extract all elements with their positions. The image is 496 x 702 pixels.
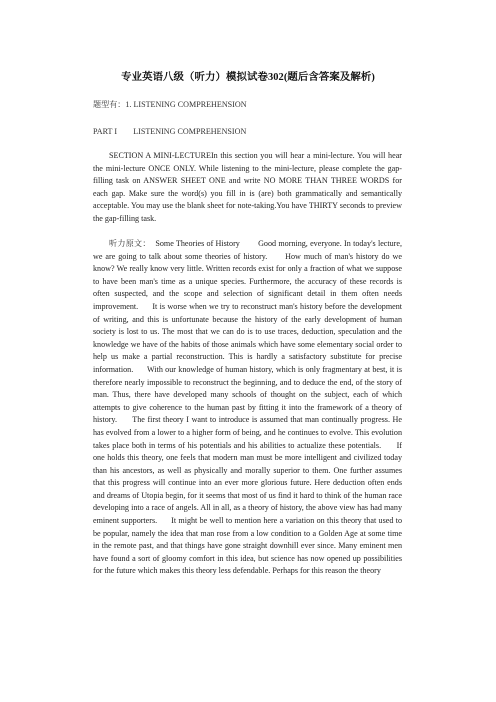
transcript-label: 听力原文：	[109, 239, 151, 248]
part-heading: PART I LISTENING COMPREHENSION	[93, 127, 247, 136]
document-title: 专业英语八级（听力）模拟试卷302(题后含答案及解析)	[121, 72, 375, 83]
section-instructions: SECTION A MINI-LECTUREIn this section you will hear a mini-lecture. You will hear the mini-lecture ONCE ONLY. While listening to the mini-lecture, please complete the gap-filling task on ANSWER SHEET ONE and write NO MORE THAN THREE WORDS for each gap. Make sure the word(s) you fill in is (are) both grammatically and semantically acceptable. You may use the blank sheet for note-taking.You have THIRTY seconds to preview the gap-filling task.	[93, 151, 402, 223]
transcript-paragraph	[93, 238, 405, 692]
transcript-text: Some Theories of History Good morning, everyone. In today's lecture, we are going to talk about some theories of history. How much of man's history do we know? We really know very little. Written records exist for only a fraction of what we suppose to have been man's time as a unique species. Furthermore, the accuracy of these records is often suspected, and the scope and selection of significant detail in them often needs improvement. It is worse when we try to reconstruct man's history before the development of writing, and this is unfortunate because the history of the early development of human society is lost to us. The most that we can do is to use traces, deduction, speculation and the knowledge we have of the habits of those animals which have some elementary social order to help us make a partial reconstruction. This is hardly a satisfactory substitute for precise information. With our knowledge of human history, which is only fragmentary at best, it is therefore nearly impossible to reconstruct the beginning, and to deduce the end, of the story of man. Thus, there have developed many schools of thought on the subject, each of which attempts to give coherence to the human past by fitting it into the framework of a theory of history. The first theory I want to introduce is assumed that man continually progress. He has evolved from a lower to a higher form of being, and he continues to evolve. This evolution takes place both in terms of his potentials and his abilities to actualize these potentials. If one holds this theory, one feels that modern man must be more intelligent and civilized today than his ancestors, as well as physically and morally superior to them. One further assumes that this progress will continue into an ever more glorious future. Here deduction often ends and dreams of Utopia begin, for it seems that most of us find it hard to think of the human race developing into a race of angels. All in all, as a theory of history, the above view has had many eminent supporters. It might be well to mention here a variation on this theory that used to be popular, namely the idea that man rose from a low condition to a Golden Age at some time in the remote past, and that things have gone straight downhill ever since. Many eminent men have found a sort of gloomy comfort in this idea, but science has now opened up possibilities for the future which makes this theory less defendable. Perhaps for this reason the theory	[93, 239, 405, 576]
question-types: 题型有：1. LISTENING COMPREHENSION	[93, 100, 247, 109]
